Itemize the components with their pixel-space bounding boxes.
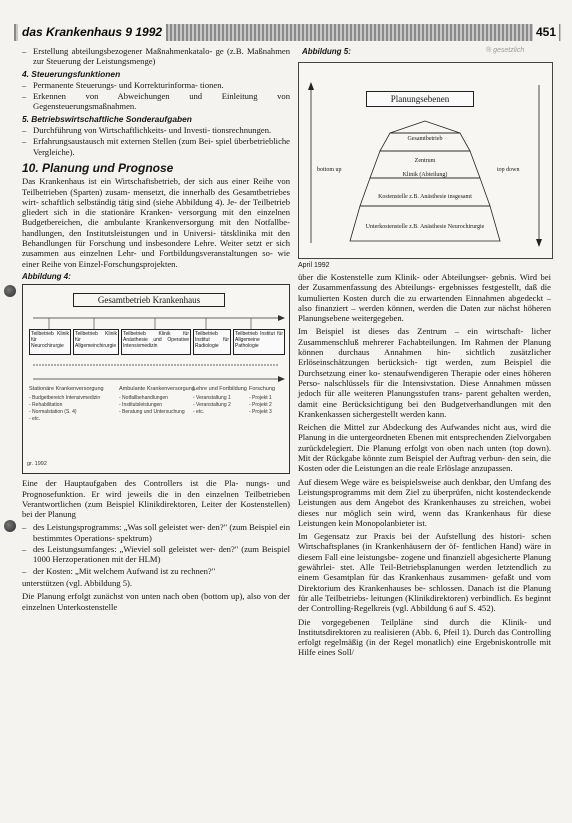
org-unit-box: Teilbetrieb Klinik für Allgemeinchirurgie <box>73 329 119 355</box>
org-area-caption: Lehre und Fortbildung <box>193 386 247 393</box>
pyramid-level: Zentrum <box>414 158 436 164</box>
figure-4-org-chart <box>22 284 290 474</box>
org-area-list: - Notfallbehandlungen - Institutsleistungen - Beratung und Untersuchung <box>119 395 185 416</box>
figure-caption: Abbildung 4: <box>22 271 71 281</box>
paragraph: Im Gegensatz zur Praxis bei der Aufstellung des histori- schen Wirtschaftsplanes (in Krankenhäusern der öf- fentlichen Hand) wäre in diesem Fall eine leistungsbe- zogene und finanziell abgesicherte Planung gewährlei- stet. Alle Teil-Betriebsplanungen werden letztendlich zu einem Gesamtplan für das Krankenhaus zusammen- gefaßt und vom Direktorium des Krankenhauses be- schlossen. Danach ist die Planung für alle Teilbetriebs- leitungen (Klinikdirektoren) verbindlich. Es beginnt der Controlling-Regelkreis (vgl. Abbildung 6 auf S. 452). <box>298 531 551 614</box>
paragraph: Im Beispiel ist dieses das Zentrum – ein wirtschaft- licher Zusammenschluß mehrerer Fachabteilungen. Im Rahmen der Planung können durchaus Annahmen hin- sichtlich zusätzlicher Erlöseinschätzungen berücksich- tigt werden, zum Beispiel die Durchsetzung einer ko- stenaufwendigeren Therapie oder eines höheren Perso- nalschlüssels für die Intensivstation. Diese Annahmen müssen jedoch für alle weiteren Planungsstufen trans- parent gehalten werden, damit eine Berücksichtigung bei den Budgetverhandlungen mit den Krankenkassen sichergestellt werden kann. <box>298 326 551 419</box>
org-chart-title: Gesamtbetrieb Krankenhaus <box>73 293 225 307</box>
bottom-up-label: bottom up <box>317 167 342 173</box>
list-item: – Erkennen von Abweichungen und Einleitung von Gegensteuerungsmaßnahmen. <box>22 91 290 112</box>
list-item: – Permanente Steuerungs- und Korrekturinforma- tionen. <box>22 80 290 90</box>
list-item: – der Kosten: „Mit welchem Aufwand ist zu rechnen?" <box>22 566 290 576</box>
list-steuerung <box>22 80 290 112</box>
org-chart-lines <box>23 285 289 473</box>
figure-caption: Abbildung 5: <box>302 47 351 56</box>
list-planung <box>22 522 290 575</box>
section-heading: 4. Steuerungsfunktionen <box>22 68 121 79</box>
list-item: – des Leistungsprogramms: „Was soll geleistet wer- den?" (zum Beispiel ein bestimmtes Operations- spektrum) <box>22 522 290 543</box>
org-unit-box: Teilbetrieb Klinik für Anästhesie und Operative Intensivmedizin <box>121 329 191 355</box>
paragraph: Die Planung erfolgt zunächst von unten nach oben (bottom up), also von der einzelnen Unterkostenstelle <box>22 591 290 612</box>
pyramid-level: Klinik (Abteilung) <box>402 172 448 178</box>
section-heading: 5. Betriebswirtschaftliche Sonderaufgaben <box>22 113 192 124</box>
figure-5-planning-pyramid <box>298 62 553 259</box>
org-area-list: - Budgetbereich Intensivmedizin - Rehabilitation - Normalstation (S. 4) - etc. <box>29 395 101 423</box>
figure-note: ® gesetzlich <box>486 47 525 54</box>
pyramid-level: Kostenstelle z.B. Anästhesie insgesamt <box>378 194 472 200</box>
org-unit-box: Teilbetrieb Institut für Radiologie <box>193 329 231 355</box>
org-unit-box: Teilbetrieb Institut für Allgemeine Pathologie <box>233 329 285 355</box>
org-unit-box: Teilbetrieb Klinik für Neurochirurgie <box>29 329 71 355</box>
pyramid-title: Planungsebenen <box>366 91 474 107</box>
list-item: – Erstellung abteilungsbezogener Maßnahmenkatalo- ge (z.B. Maßnahmen zur Steuerung der Leistungsmenge) <box>22 46 290 67</box>
paragraph: über die Kostenstelle zum Klinik- oder Abteilungser- gebnis. Wird bei der Zusammenfassung des Abteilungs- ergebnisses festgestellt, daß die kumulierten Kosten durch die zu erwartenden Einnahmen abgedeckt – also finanziert – werden können, werden die Daten zur nächst höheren Planungsebene weitergegeben. <box>298 272 551 324</box>
top-down-label: top down <box>497 167 520 173</box>
org-area-list: - Projekt 1 - Projekt 2 - Projekt 3 <box>249 395 272 416</box>
chapter-heading: 10. Planung und Prognose <box>22 160 174 175</box>
right-column <box>298 272 551 661</box>
list-top <box>22 46 290 67</box>
pyramid-level: Gesamtbetrieb <box>407 136 443 142</box>
org-area-list: - Veranstaltung 1 - Veranstaltung 2 - etc. <box>193 395 231 416</box>
figure-date: April 1992 <box>298 262 330 269</box>
punch-hole-icon <box>4 285 16 297</box>
org-area-caption: Stationäre Krankenversorgung <box>29 386 104 393</box>
page-number: 451 <box>533 24 559 41</box>
org-area-caption: Ambulante Krankenversorgung <box>119 386 195 393</box>
pyramid-level: Unterkostenstelle z.B. Anästhesie Neurochirurgie <box>365 224 485 230</box>
figure-footnote: gr. 1992 <box>27 460 47 467</box>
running-header <box>14 24 561 41</box>
paragraph: Auf diesem Wege wäre es beispielsweise auch denkbar, den Umfang des Leistungsprogramms mit dem Ziel zu überprüfen, nicht kostendeckende Leistungen aus dem Angebot des Krankenhauses zu streichen, wobei dieses nur möglich sein wird, wenn das Krankenhaus für diese Leistungen kein Monopolanbieter ist. <box>298 476 551 528</box>
paragraph: unterstützen (vgl. Abbildung 5). <box>22 577 133 588</box>
list-item: – Durchführung von Wirtschaftlichkeits- und Investi- tionsrechnungen. <box>22 125 290 135</box>
list-item: – Erfahrungsaustausch mit externen Stellen (zum Bei- spiel überbetriebliche Vergleiche). <box>22 136 290 157</box>
paragraph: Die vorgegebenen Teilpläne sind durch die Klinik- und Institutsdirektoren zu realisieren (Abb. 6, Pfeil 1). Durch das Controlling erfolgt regelmäßig (in der Regel monatlich) eine Ergebniskontrolle mit Hilfe eines Soll/ <box>298 616 551 658</box>
org-area-caption: Forschung <box>249 386 275 393</box>
journal-title: das Krankenhaus 9 1992 <box>18 24 166 41</box>
punch-hole-icon <box>4 520 16 532</box>
paragraph: Das Krankenhaus ist ein Wirtschaftsbetrieb, der sich aus einer Reihe von Teilbetrieben (Sparten) zusam- mensetzt, die innerhalb des Gesamtbetriebes wirt- schaftlich selbständig tätig sind (siehe Abbildung 4). Je- der Teilbetrieb gliedert sich in die stationäre Kranken- versorgung mit den einzelnen Budgetbereichen, die ambulante Krankenversorgung mit den Notfallbe- handlungen, den Institutsleistungen und in Universi- tätsklinika mit den Behandlungen für Forschung und insbesondere Lehre. Weiter setzt er sich zusammen aus einzelnen Lehr- und Fortbildungsveranstaltungen so- wie einer Reihe von Einzel-Forschungsprojekten. <box>22 176 290 269</box>
list-sonderaufgaben <box>22 125 290 157</box>
paragraph: Eine der Hauptaufgaben des Controllers ist die Pla- nungs- und Prognosefunktion. Er wird jeweils die in den einzelnen Teilbetrieben Verantwortlichen (zum Beispiel Klinikdirektoren, Leiter der Kostenstellen) bei der Planung <box>22 478 290 520</box>
paragraph: Reichen die Mittel zur Abdeckung des Aufwandes nicht aus, wird die Planung in die untergeordneten Ebenen mit entsprechenden Zielvorgaben zurückdelegiert. Die Planung erfolgt von oben nach unten (top down). Mit der Rückgabe könnte zum Beispiel der Auftrag verbun- den sein, die Kosten oder die Leistungen an die reale Erlöslage anzupassen. <box>298 422 551 474</box>
list-item: – des Leistungsumfanges: „Wieviel soll geleistet wer- den?" (zum Beispiel 1000 Herzoperationen mit der HLM) <box>22 544 290 565</box>
left-column <box>22 46 290 615</box>
